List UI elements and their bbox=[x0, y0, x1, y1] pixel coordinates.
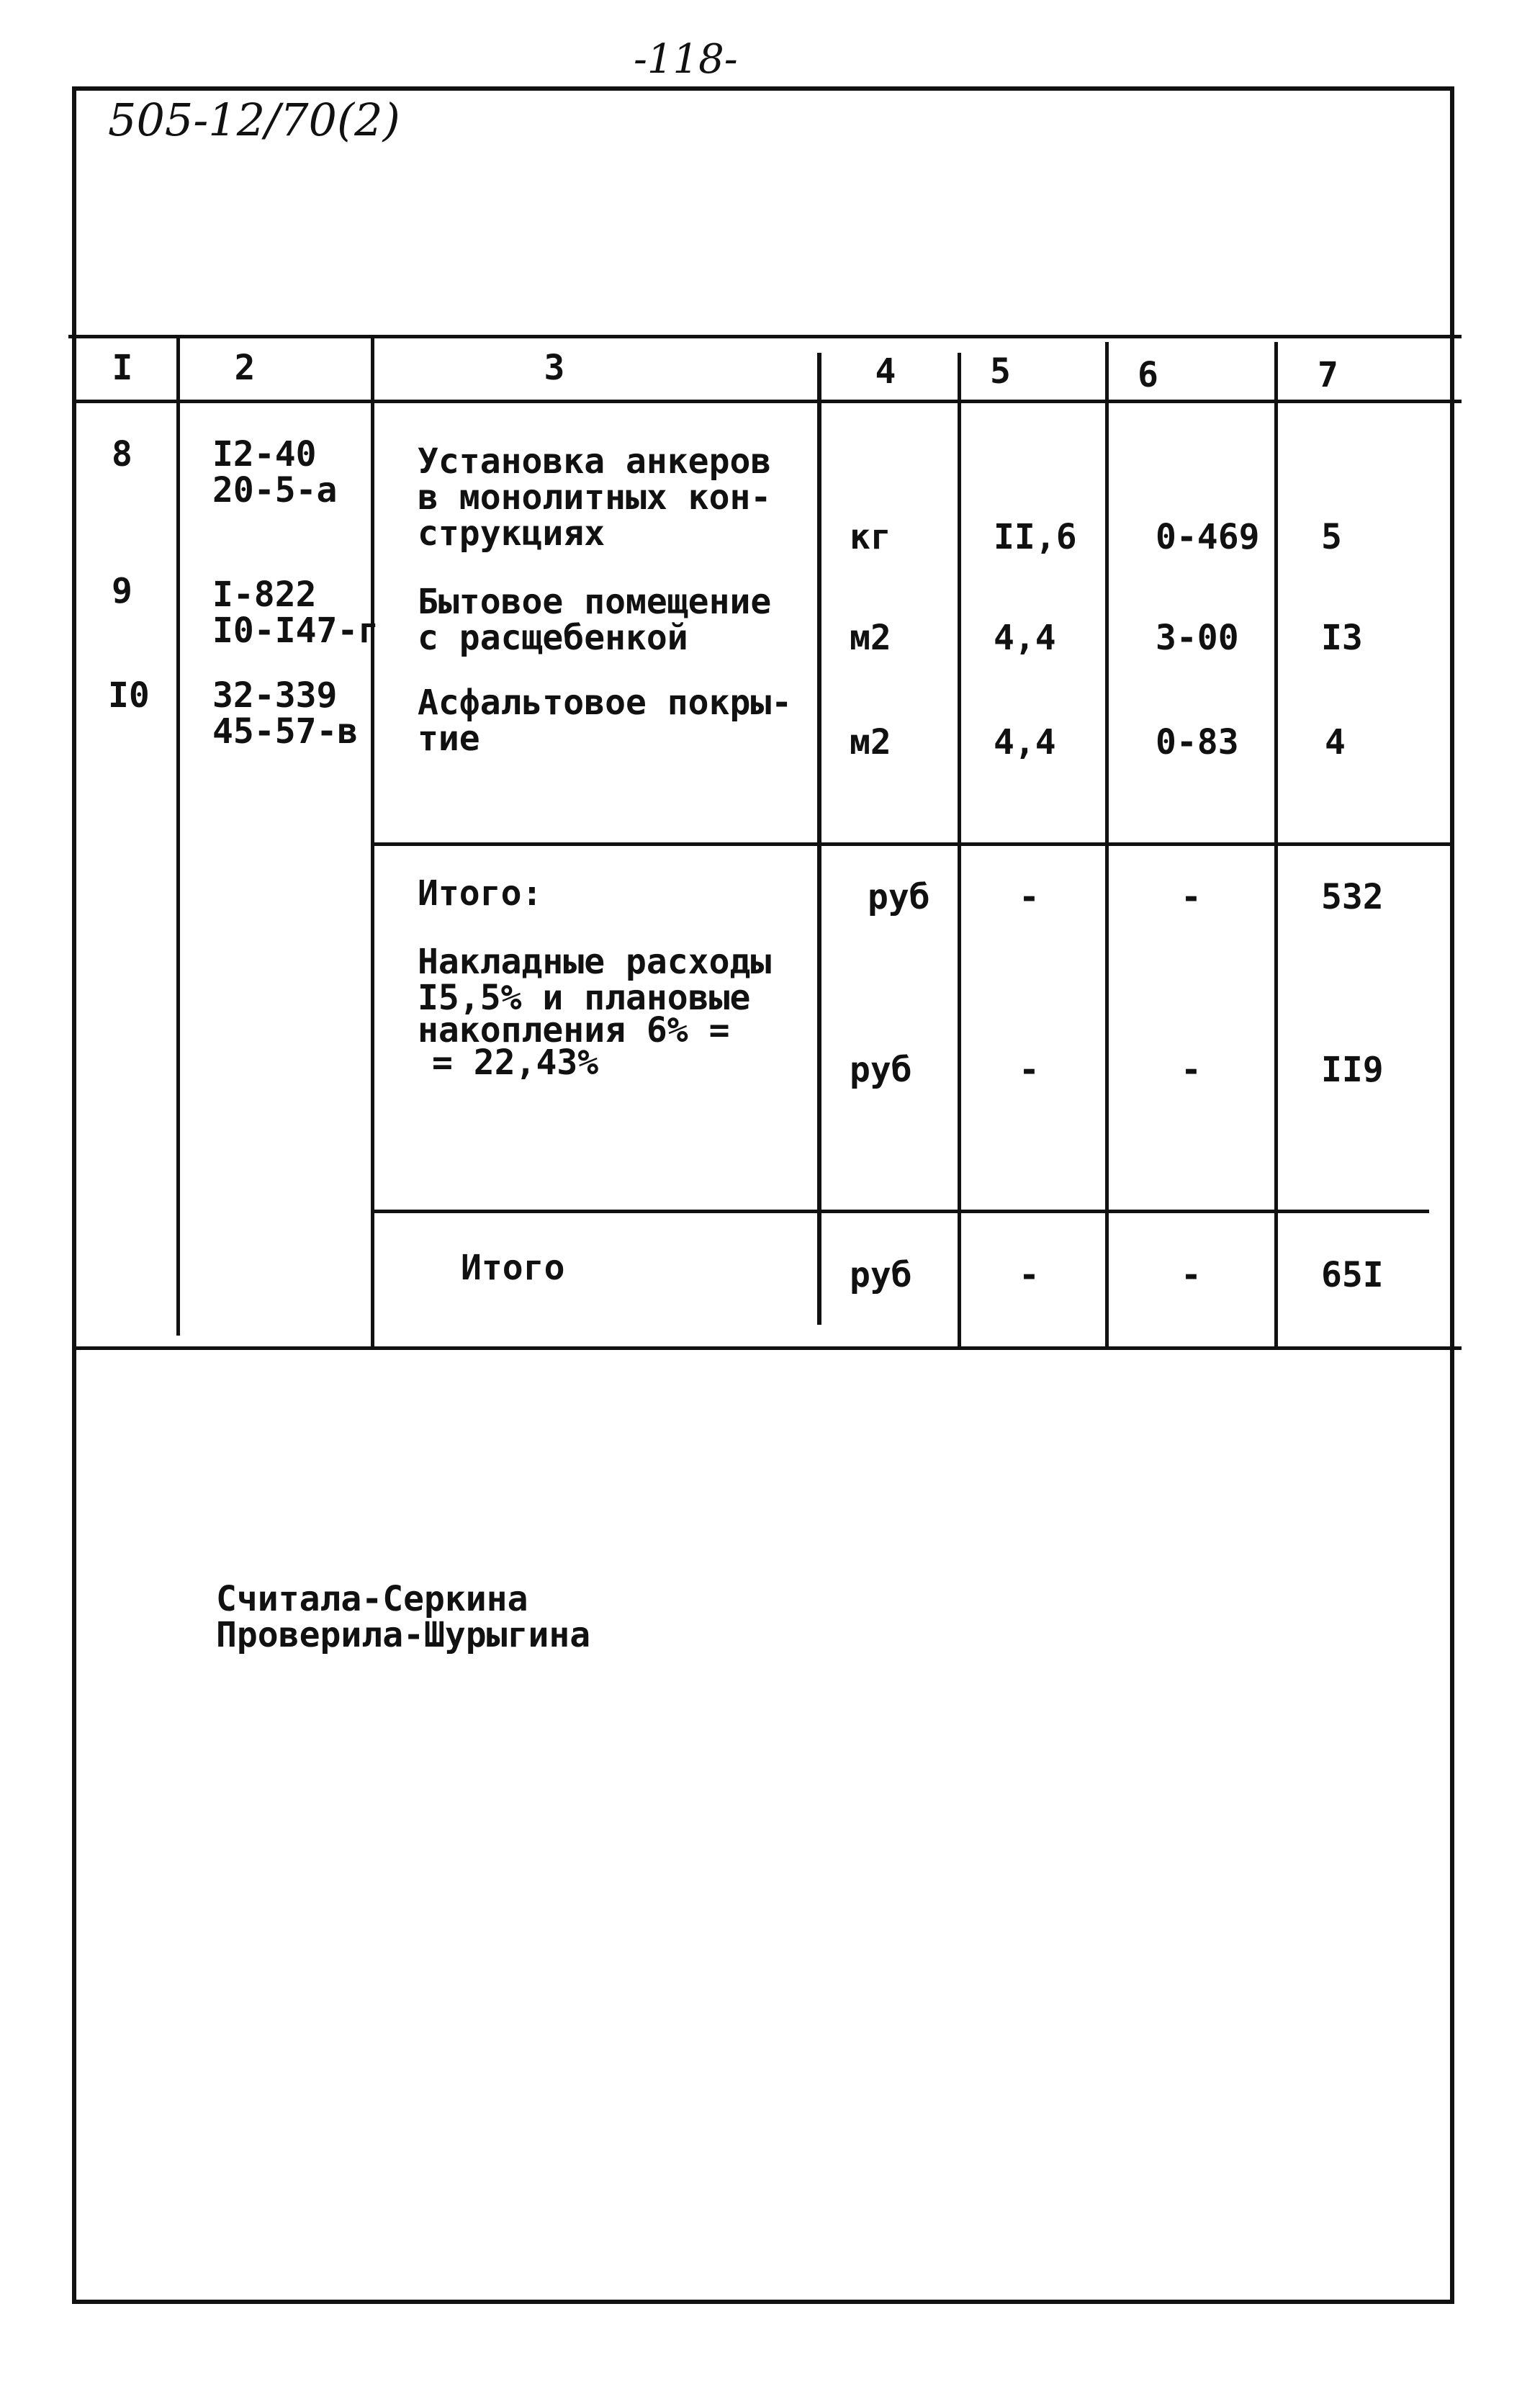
header-col-1: I bbox=[112, 348, 133, 388]
overhead-description-line: = 22,43% bbox=[432, 1043, 599, 1083]
col-divider-2 bbox=[371, 335, 374, 1346]
col-divider-3 bbox=[817, 353, 821, 1325]
col-divider-6 bbox=[1274, 342, 1278, 1346]
row-description-line: Асфальтовое покры- bbox=[418, 683, 793, 723]
frame-left bbox=[72, 86, 76, 2304]
subtotal-unit: руб bbox=[868, 877, 930, 917]
header-col-7: 7 bbox=[1318, 355, 1338, 395]
row-code-primary: 32-339 bbox=[212, 675, 338, 716]
row-description-line: Бытовое помещение bbox=[418, 582, 772, 622]
frame-bottom bbox=[72, 2300, 1454, 2304]
row-code-primary: I-822 bbox=[212, 575, 317, 615]
row-description-line: в монолитных кон- bbox=[418, 477, 772, 518]
overhead-description-line: I5,5% и плановые bbox=[418, 978, 751, 1018]
row-unit: м2 bbox=[850, 722, 891, 762]
row-quantity: 4,4 bbox=[994, 618, 1056, 658]
row-price: 0-469 bbox=[1156, 517, 1260, 557]
row-number: 9 bbox=[112, 571, 132, 611]
row-description-line: тие bbox=[418, 719, 480, 759]
header-bottom-line bbox=[72, 400, 1462, 403]
overhead-total: II9 bbox=[1321, 1050, 1384, 1090]
row-code-primary: I2-40 bbox=[212, 434, 317, 474]
row-description-line: с расщебенкой bbox=[418, 618, 688, 658]
header-col-4: 4 bbox=[875, 351, 896, 392]
row-code-secondary: 20-5-а bbox=[212, 470, 338, 510]
overhead-price: - bbox=[1181, 1050, 1202, 1090]
row-price: 3-00 bbox=[1156, 618, 1239, 658]
grand-total-total: 65I bbox=[1321, 1255, 1384, 1295]
row-price: 0-83 bbox=[1156, 722, 1239, 762]
row-unit: кг bbox=[850, 517, 891, 557]
overhead-description-line: Накладные расходы bbox=[418, 942, 772, 982]
subtotal-quantity: - bbox=[1019, 877, 1040, 917]
row-total: I3 bbox=[1321, 618, 1363, 658]
col-divider-1 bbox=[176, 335, 180, 1336]
row-description-line: струкциях bbox=[418, 513, 605, 554]
row-description-line: Установка анкеров bbox=[418, 441, 772, 482]
col-divider-5 bbox=[1105, 342, 1109, 1346]
row-number: I0 bbox=[108, 675, 150, 716]
subtotal-label: Итого: bbox=[418, 873, 543, 914]
subtotal-total: 532 bbox=[1321, 877, 1384, 917]
row-total: 4 bbox=[1325, 722, 1346, 762]
header-col-2: 2 bbox=[234, 348, 256, 388]
row-code-secondary: 45-57-в bbox=[212, 711, 359, 752]
col-divider-4 bbox=[958, 353, 961, 1346]
rows-bottom-line bbox=[371, 842, 1454, 846]
subtotal-price: - bbox=[1181, 877, 1202, 917]
frame-right bbox=[1450, 86, 1454, 2304]
grand-total-unit: руб bbox=[850, 1255, 912, 1295]
document-code: 505-12/70(2) bbox=[108, 94, 400, 146]
overhead-description-line: накопления 6% = bbox=[418, 1010, 730, 1050]
signature-counted-by: Считала-Серкина bbox=[216, 1579, 528, 1619]
grand-total-quantity: - bbox=[1019, 1255, 1040, 1295]
header-col-3: 3 bbox=[544, 348, 565, 388]
row-number: 8 bbox=[112, 434, 132, 474]
overhead-bottom-line bbox=[371, 1210, 1429, 1213]
header-col-5: 5 bbox=[990, 351, 1011, 392]
grand-total-label: Итого bbox=[461, 1248, 565, 1288]
row-quantity: II,6 bbox=[994, 517, 1077, 557]
row-unit: м2 bbox=[850, 618, 891, 658]
table-top-line bbox=[68, 335, 1462, 338]
overhead-quantity: - bbox=[1019, 1050, 1040, 1090]
overhead-unit: руб bbox=[850, 1050, 912, 1090]
header-col-6: 6 bbox=[1138, 355, 1158, 395]
table-bottom-line bbox=[72, 1346, 1462, 1350]
signature-checked-by: Проверила-Шурыгина bbox=[216, 1615, 591, 1655]
row-code-secondary: I0-I47-г bbox=[212, 611, 379, 651]
frame-top bbox=[72, 86, 1454, 91]
row-total: 5 bbox=[1321, 517, 1342, 557]
grand-total-price: - bbox=[1181, 1255, 1202, 1295]
row-quantity: 4,4 bbox=[994, 722, 1056, 762]
page-number: -118- bbox=[634, 36, 738, 83]
